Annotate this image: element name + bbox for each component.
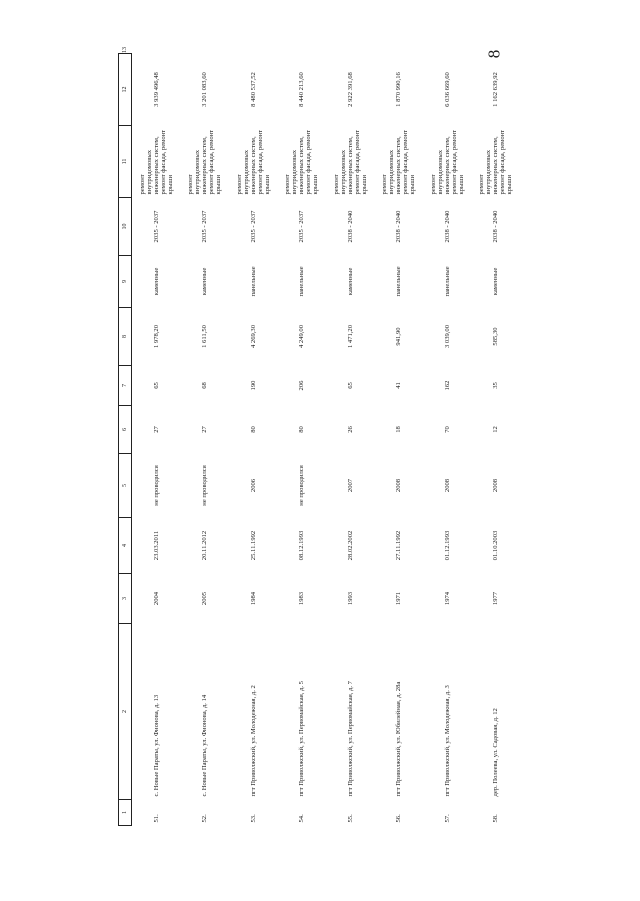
cell-c6: 27 (152, 426, 160, 433)
cell-c5: 2007 (346, 478, 354, 493)
cell-c6: 70 (443, 426, 451, 433)
cell-address: пгт Приволжский, ул. Юбилейная, д. 28а (395, 681, 403, 797)
cell-c11: ремонт внутридомовых инженерных систем, ремонт фасада, ремонт крыши (235, 129, 271, 195)
cell-c4: 25.11.1992 (249, 530, 257, 561)
cell-c7: 206 (298, 380, 306, 391)
cell-c5: 2006 (249, 478, 257, 493)
cell-address: пгт Приволжский, ул. Первомайская, д. 5 (298, 681, 306, 797)
cell-c5: не проводился (152, 465, 160, 506)
page-number: 8 (484, 49, 504, 59)
cell-c7: 41 (395, 382, 403, 389)
cell-c9: панельные (298, 266, 306, 297)
cell-c11: ремонт внутридомовых инженерных систем, ремонт фасада, ремонт крыши (478, 129, 514, 195)
table-row (375, 54, 424, 826)
cell-c4: 01.12.1993 (443, 530, 451, 561)
cell-c12: 1 162 639,92 (492, 72, 500, 107)
cell-c5: 2008 (492, 478, 500, 493)
column-header-5: 5 (119, 454, 132, 518)
table-row (278, 54, 327, 826)
cell-address: пгт Приволжский, ул. Молодежная, д. 2 (249, 685, 257, 797)
column-header-12: 12 (119, 54, 132, 126)
cell-c7: 35 (492, 382, 500, 389)
cell-c8: 1 471,20 (346, 324, 354, 349)
table-row (472, 54, 521, 826)
cell-c12: 8 480 537,52 (249, 72, 257, 107)
cell-c5: не проводился (298, 465, 306, 506)
cell-c4: 23.03.2011 (152, 530, 160, 561)
table-row (326, 54, 375, 826)
table-row (132, 54, 181, 826)
cell-c4: 27.11.1992 (395, 530, 403, 561)
cell-c4: 28.02.2002 (346, 530, 354, 561)
cell-c8: 3 039,00 (443, 324, 451, 349)
cell-n: 55. (346, 814, 354, 823)
column-header-4: 4 (119, 518, 132, 574)
rotated-table-container (118, 47, 516, 826)
cell-address: дер. Полеева, ул. Садовая, д. 12 (492, 708, 500, 797)
table-row (229, 54, 278, 826)
column-header-1: 1 (119, 800, 132, 826)
cell-c9: панельные (395, 266, 403, 297)
cell-c10: 2035 - 2037 (298, 210, 306, 243)
cell-c8: 941,90 (395, 327, 403, 346)
cell-c11: ремонт внутридомовых инженерных систем, ремонт фасада, ремонт крыши (187, 129, 223, 195)
cell-c10: 2035 - 2037 (249, 210, 257, 243)
cell-c3: 1971 (395, 591, 403, 606)
cell-c10: 2038 - 2040 (492, 210, 500, 243)
cell-c3: 2005 (201, 591, 209, 606)
column-header-2: 2 (119, 624, 132, 800)
cell-c5: не проводился (201, 465, 209, 506)
table-body (132, 54, 521, 826)
cell-c12: 8 440 213,60 (298, 72, 306, 107)
cell-c6: 18 (395, 426, 403, 433)
cell-c10: 2038 - 2040 (395, 210, 403, 243)
cell-c9: панельные (249, 266, 257, 297)
cell-c8: 4 249,00 (298, 324, 306, 349)
cell-c10: 2038 - 2040 (443, 210, 451, 243)
cell-c10: 2035 - 2037 (201, 210, 209, 243)
cell-c5: 2008 (443, 478, 451, 493)
cell-c7: 68 (201, 382, 209, 389)
cell-c7: 65 (346, 382, 354, 389)
cell-c8: 4 269,30 (249, 324, 257, 349)
cell-n: 58. (492, 814, 500, 823)
cell-c12: 3 201 083,60 (201, 72, 209, 107)
cell-c9: каменные (201, 267, 209, 296)
cell-c7: 65 (152, 382, 160, 389)
cell-c11: ремонт внутридомовых инженерных систем, ремонт фасада, ремонт крыши (429, 129, 465, 195)
cell-n: 56. (395, 814, 403, 823)
cell-c6: 80 (249, 426, 257, 433)
cell-c4: 08.12.1993 (298, 530, 306, 561)
cell-c12: 1 870 990,16 (395, 72, 403, 107)
cell-c6: 27 (201, 426, 209, 433)
cell-c3: 1984 (249, 591, 257, 606)
cell-address: пгт Приволжский, ул. Первомайская, д. 7 (346, 681, 354, 797)
cell-address: пгт Приволжский, ул. Молодежная, д. 3 (443, 685, 451, 797)
column-header-7: 7 (119, 366, 132, 406)
cell-c5: 2008 (395, 478, 403, 493)
table-row (423, 54, 472, 826)
cell-c8: 585,30 (492, 327, 500, 346)
column-header-8: 8 (119, 308, 132, 366)
cell-c4: 01.10.2003 (492, 530, 500, 561)
cell-c8: 1 611,50 (201, 325, 209, 348)
cell-c7: 162 (443, 380, 451, 391)
column-header-3: 3 (119, 574, 132, 624)
cell-c10: 2035 - 2037 (152, 210, 160, 243)
capital-repair-table (118, 47, 520, 826)
cell-n: 53. (249, 814, 257, 823)
cell-c12: 2 922 391,68 (346, 72, 354, 107)
cell-c6: 12 (492, 426, 500, 433)
cell-n: 52. (201, 814, 209, 823)
column-header-6: 6 (119, 406, 132, 454)
cell-c6: 80 (298, 426, 306, 433)
cell-c11: ремонт внутридомовых инженерных систем, ремонт фасада, ремонт крыши (284, 129, 320, 195)
cell-c11: ремонт внутридомовых инженерных систем, ремонт фасада, ремонт крыши (138, 129, 174, 195)
cell-c9: панельные (443, 266, 451, 297)
cell-c8: 1 978,20 (152, 324, 160, 349)
cell-n: 57. (443, 814, 451, 823)
cell-c11: ремонт внутридомовых инженерных систем, ремонт фасада, ремонт крыши (381, 129, 417, 195)
cell-c10: 2038 - 2040 (346, 210, 354, 243)
cell-c7: 190 (249, 380, 257, 391)
cell-c3: 1974 (443, 591, 451, 606)
cell-c6: 26 (346, 426, 354, 433)
cell-address: с. Новые Параты, ул. Фионова, д. 14 (201, 694, 209, 797)
cell-c9: каменные (346, 267, 354, 296)
cell-c9: каменные (492, 267, 500, 296)
column-header-10: 10 (119, 198, 132, 256)
column-header-11: 11 (119, 126, 132, 198)
cell-c3: 1977 (492, 591, 500, 606)
cell-address: с. Новые Параты, ул. Фионова, д. 13 (152, 694, 160, 797)
column-number-header: 1 2 3 4 5 6 7 8 9 10 11 12 13 (119, 54, 132, 826)
cell-c3: 1993 (346, 591, 354, 606)
cell-c4: 20.11.2012 (201, 530, 209, 561)
cell-c12: 3 939 496,48 (152, 72, 160, 107)
column-header-9: 9 (119, 256, 132, 308)
cell-c9: каменные (152, 267, 160, 296)
cell-c3: 1983 (298, 591, 306, 606)
cell-c3: 2004 (152, 591, 160, 606)
cell-c12: 6 036 669,60 (443, 72, 451, 107)
cell-n: 54. (298, 814, 306, 823)
table-row (181, 54, 230, 826)
cell-n: 51. (152, 814, 160, 823)
cell-c11: ремонт внутридомовых инженерных систем, ремонт фасада, ремонт крыши (332, 129, 368, 195)
